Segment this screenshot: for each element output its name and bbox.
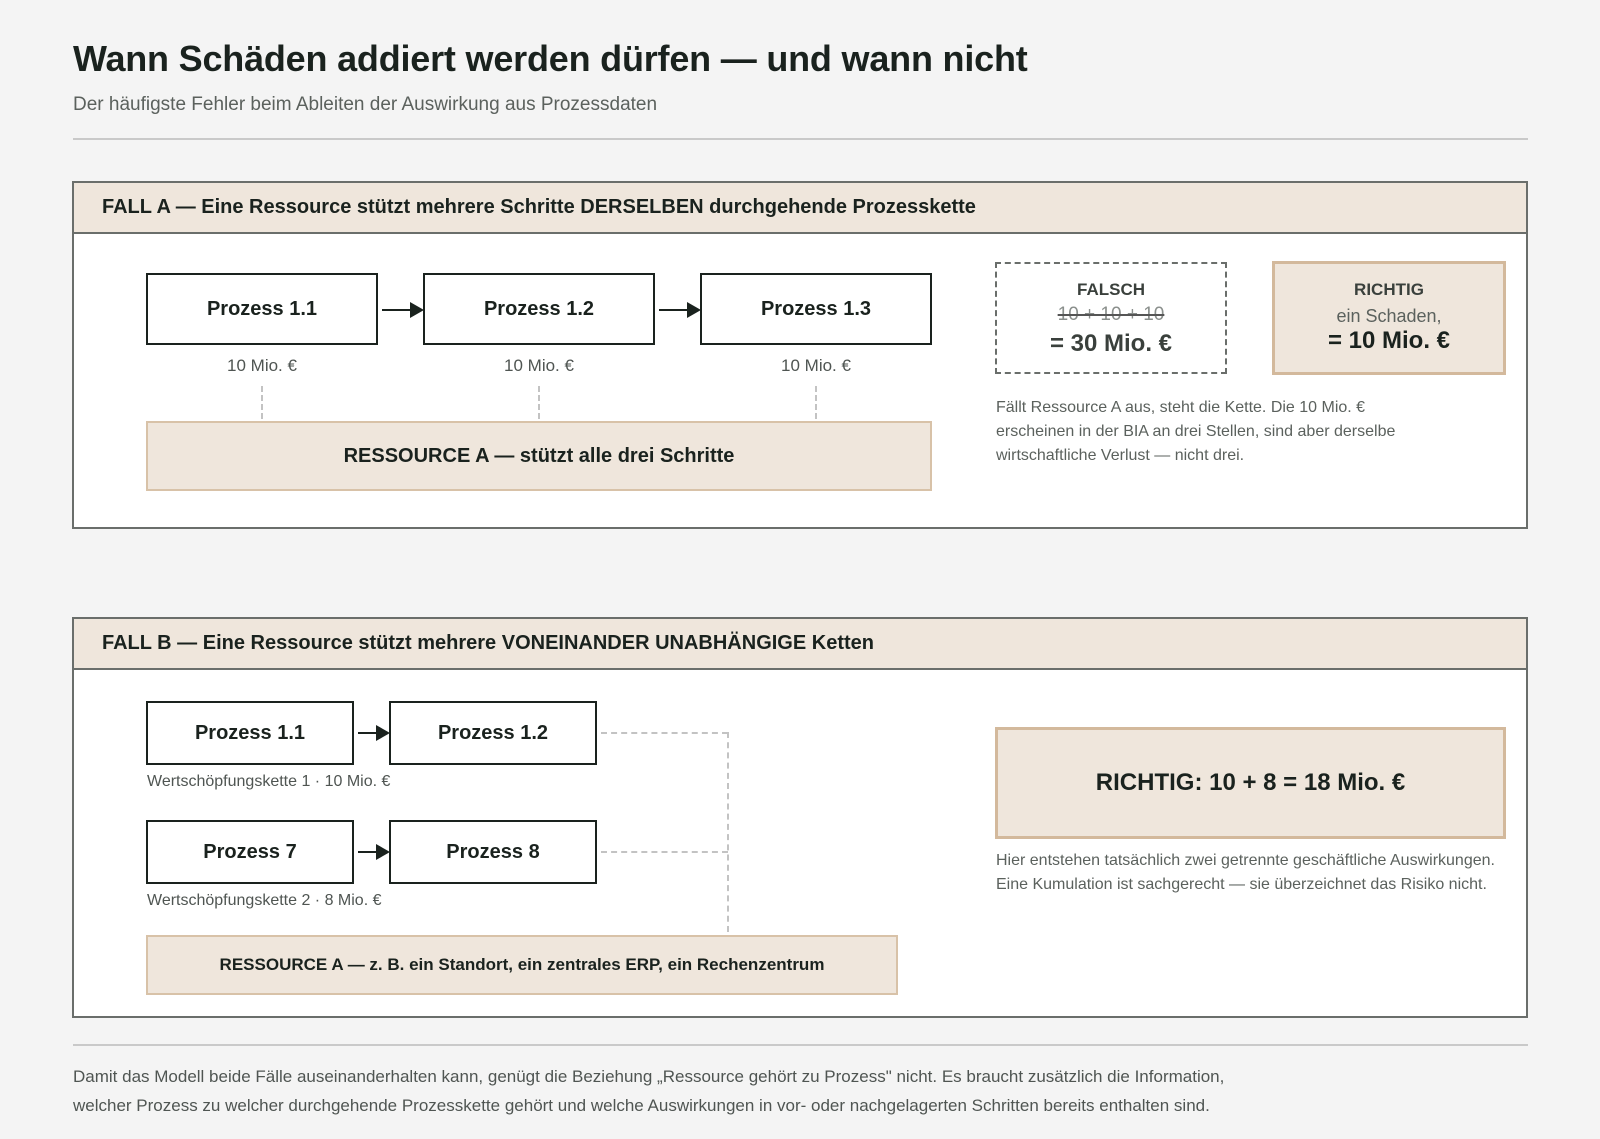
case-b-chain2-process-2: Prozess 8 [389, 820, 597, 884]
case-b-note-line-1: Hier entstehen tatsächlich zwei getrennte geschäftliche Auswirkungen. [996, 852, 1495, 869]
case-b-chain1-label: Wertschöpfungskette 1 · 10 Mio. € [147, 773, 391, 790]
right-label: RICHTIG [1354, 280, 1424, 299]
case-a-process-3: Prozess 1.3 [700, 273, 932, 345]
dashed-connector [815, 386, 817, 419]
case-a-process-3-value: 10 Mio. € [781, 356, 851, 375]
page-subtitle: Der häufigste Fehler beim Ableiten der Auswirkung aus Prozessdaten [73, 94, 658, 115]
footer-text [73, 1062, 1473, 1120]
wrong-label: FALSCH [1077, 280, 1145, 299]
case-a-panel [72, 181, 1528, 529]
arrow-right-icon [382, 309, 422, 311]
case-a-process-1: Prozess 1.1 [146, 273, 378, 345]
case-b-right-result: RICHTIG: 10 + 8 = 18 Mio. € [1095, 769, 1406, 796]
dashed-connector [601, 732, 728, 734]
case-a-note: Fällt Ressource A aus, steht die Kette. Die 10 Mio. € erscheinen in der BIA an drei Stellen, sind aber derselbe wirtschaftliche Verlust — nicht drei. [996, 399, 1396, 464]
case-a-header [74, 183, 1526, 234]
case-b-chain1-process-1: Prozess 1.1 [146, 701, 354, 765]
arrow-right-icon [358, 732, 388, 734]
right-result: = 10 Mio. € [1327, 327, 1451, 354]
case-b-resource: RESSOURCE A — z. B. ein Standort, ein zentrales ERP, ein Rechenzentrum [146, 935, 898, 995]
case-b-chain2-label: Wertschöpfungskette 2 · 8 Mio. € [147, 892, 382, 909]
footer-line-1: Damit das Modell beide Fälle auseinanderhalten kann, genügt die Beziehung „Ressource gehört zu Prozess" nicht. Es braucht zusätzlich die Information, [73, 1067, 1225, 1086]
right-text: ein Schaden, [1336, 306, 1442, 326]
footer-divider [73, 1044, 1528, 1046]
dashed-connector [538, 386, 540, 419]
case-a-process-2: Prozess 1.2 [423, 273, 655, 345]
header-divider [73, 138, 1528, 140]
case-a-process-2-value: 10 Mio. € [504, 356, 574, 375]
case-b-chain1-process-2: Prozess 1.2 [389, 701, 597, 765]
case-b-note [996, 849, 1528, 897]
case-a-wrong-box [995, 262, 1227, 374]
footer-line-2: welcher Prozess zu welcher durchgehende Prozesskette gehört und welche Auswirkungen in vor- oder nachgelagerten Schritten bereits enthalten sind. [73, 1096, 1210, 1115]
case-b-right-box [995, 727, 1506, 839]
case-b-heading: FALL B — Eine Ressource stützt mehrere VONEINANDER UNABHÄNGIGE Ketten [102, 632, 874, 654]
wrong-result: = 30 Mio. € [1049, 330, 1173, 357]
dashed-connector [261, 386, 263, 419]
case-b-panel [72, 617, 1528, 1018]
dashed-connector [727, 732, 729, 932]
case-a-right-box [1272, 261, 1506, 375]
case-b-header [74, 619, 1526, 670]
case-a-process-1-value: 10 Mio. € [227, 356, 297, 375]
arrow-right-icon [358, 851, 388, 853]
wrong-sum: 10 + 10 + 10 [1057, 304, 1165, 325]
case-b-chain2-process-1: Prozess 7 [146, 820, 354, 884]
dashed-connector [601, 851, 728, 853]
case-a-resource: RESSOURCE A — stützt alle drei Schritte [146, 421, 932, 491]
page-title: Wann Schäden addiert werden dürfen — und wann nicht [73, 38, 1028, 79]
case-a-heading: FALL A — Eine Ressource stützt mehrere Schritte DERSELBEN durchgehende Prozesskette [102, 196, 976, 218]
arrow-right-icon [659, 309, 699, 311]
case-b-note-line-2: Eine Kumulation ist sachgerecht — sie überzeichnet das Risiko nicht. [996, 876, 1487, 893]
